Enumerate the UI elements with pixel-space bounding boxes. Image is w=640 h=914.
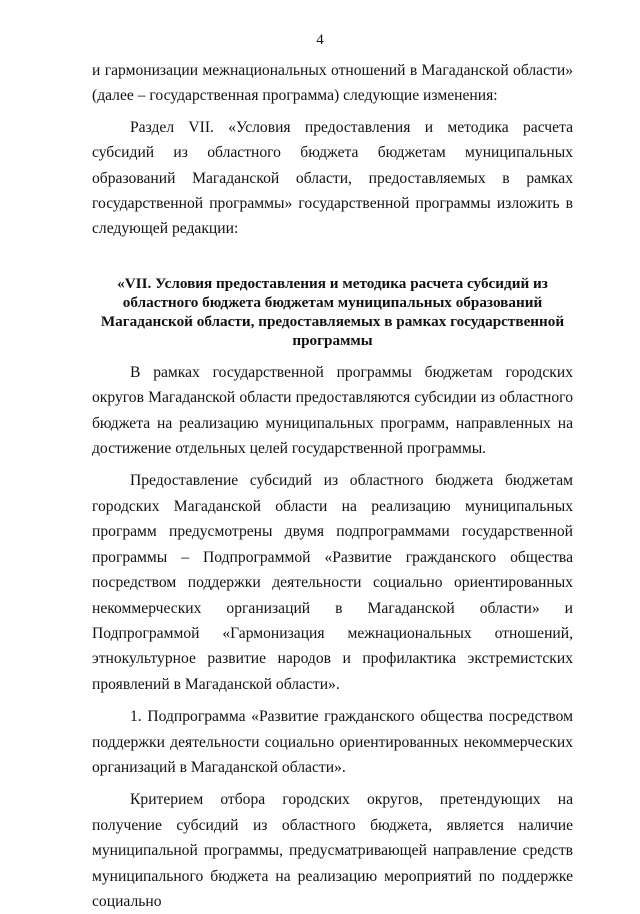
- paragraph-subprograms: Предоставление субсидий из областного бюджета бюджетам городских Магаданской области на реализацию муниципальных программ предусмотрены двумя подпрограммами государственной программы – Подпрограммой «Развитие гражданского общества посредством поддержки деятельности социально ориентированных некоммерческих организаций в Магаданской области» и Подпрограммой «Гармонизация межнациональных отношений, этнокультурное развитие народов и профилактика экстремистских проявлений в Магаданской области».: [92, 472, 573, 693]
- paragraph-subprogram-1: 1. Подпрограмма «Развитие гражданского общества посредством поддержки деятельности социально ориентированных некоммерческих организаций в Магаданской области».: [92, 708, 573, 776]
- page-number: 4: [316, 32, 324, 48]
- document-body: [92, 58, 573, 914]
- paragraph-section-change: Раздел VII. «Условия предоставления и методика расчета субсидий из областного бюджета бюджетам муниципальных образований Магаданской области, предоставляемых в рамках государственной программы» государственной программы изложить в следующей редакции:: [92, 118, 573, 238]
- section-heading: «VII. Условия предоставления и методика расчета субсидий из областного бюджета бюджетам муниципальных образований Магаданской области, предоставляемых в рамках государственной программы: [100, 274, 565, 349]
- paragraph-selection-criteria: Критерием отбора городских округов, претендующих на получение субсидий из областного бюджета, является наличие муниципальной программы, предусматривающей направление средств муниципального бюджета на реализацию мероприятий по поддержке социально: [92, 791, 573, 910]
- paragraph-subsidies-overview: В рамках государственной программы бюджетам городских округов Магаданской области предоставляются субсидии из областного бюджета на реализацию муниципальных программ, направленных на достижение отдельных целей государственной программы.: [92, 363, 573, 458]
- paragraph-intro-continuation: и гармонизации межнациональных отношений в Магаданской области» (далее – государственная программа) следующие изменения:: [92, 62, 573, 105]
